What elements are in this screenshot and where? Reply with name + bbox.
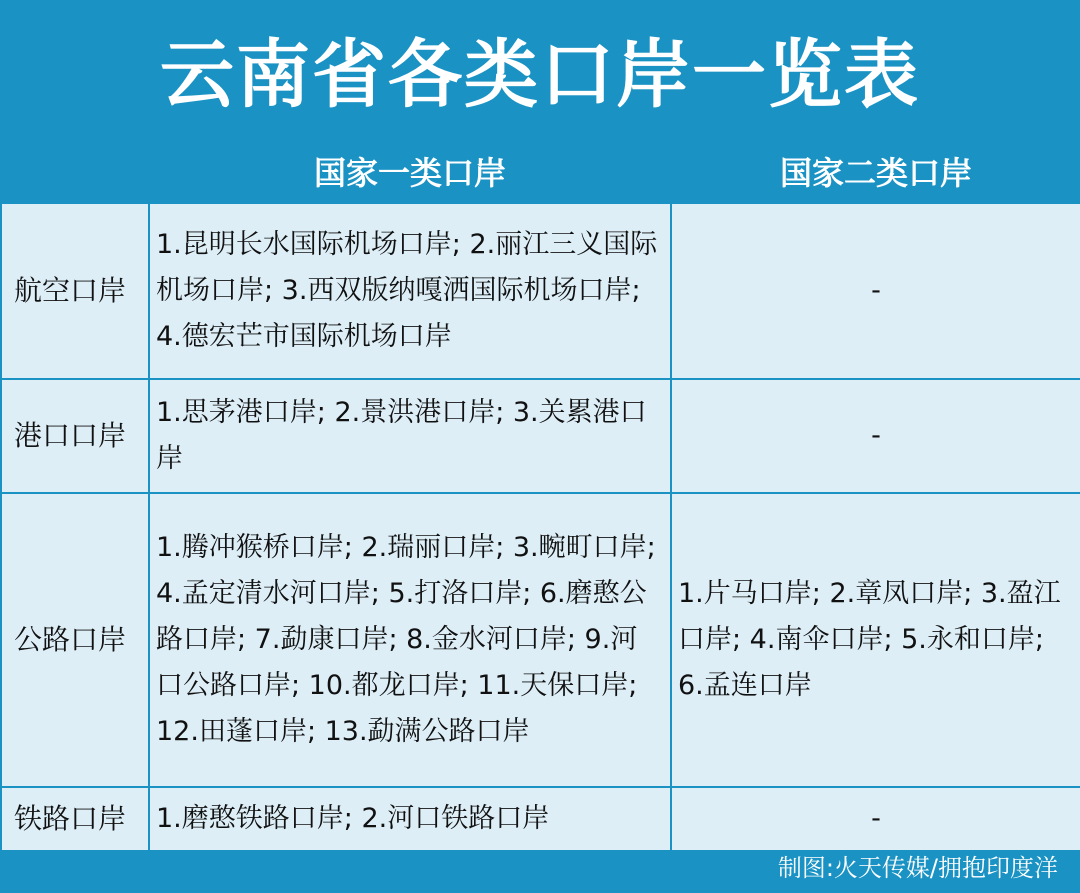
row-class1-ports: 1.昆明长水国际机场口岸; 2.丽江三义国际机场口岸; 3.西双版纳嘎洒国际机场口岸; 4.德宏芒市国际机场口岸 bbox=[149, 203, 671, 379]
row-category: 公路口岸 bbox=[1, 493, 149, 787]
table-header-row bbox=[1, 139, 1080, 203]
row-category: 港口口岸 bbox=[1, 379, 149, 493]
table-row-rail bbox=[1, 787, 1080, 851]
row-class1-ports: 1.思茅港口岸; 2.景洪港口岸; 3.关累港口岸 bbox=[149, 379, 671, 493]
row-category: 铁路口岸 bbox=[1, 787, 149, 851]
table-row-road bbox=[1, 493, 1080, 787]
ports-table bbox=[0, 138, 1080, 852]
header-class2: 国家二类口岸 bbox=[671, 139, 1080, 203]
row-class2-ports: - bbox=[671, 203, 1080, 379]
row-class2-ports: 1.片马口岸; 2.章凤口岸; 3.盈江口岸; 4.南伞口岸; 5.永和口岸; 6.孟连口岸 bbox=[671, 493, 1080, 787]
table-row-air bbox=[1, 203, 1080, 379]
row-class1-ports: 1.磨憨铁路口岸; 2.河口铁路口岸 bbox=[149, 787, 671, 851]
row-class2-ports: - bbox=[671, 379, 1080, 493]
header-class1: 国家一类口岸 bbox=[149, 139, 671, 203]
credit-text: 制图:火天传媒/拥抱印度洋 bbox=[777, 854, 1058, 882]
table-row-port bbox=[1, 379, 1080, 493]
page-title: 云南省各类口岸一览表 bbox=[160, 32, 920, 118]
table-corner-cell bbox=[1, 139, 149, 203]
row-class2-ports: - bbox=[671, 787, 1080, 851]
ports-table-container bbox=[0, 138, 1080, 852]
row-class1-ports: 1.腾冲猴桥口岸; 2.瑞丽口岸; 3.畹町口岸; 4.孟定清水河口岸; 5.打洛口岸; 6.磨憨公路口岸; 7.勐康口岸; 8.金水河口岸; 9.河口公路口岸; 10.都龙口岸; 11.天保口岸; 12.田蓬口岸; 13.勐满公路口岸 bbox=[149, 493, 671, 787]
row-category: 航空口岸 bbox=[1, 203, 149, 379]
